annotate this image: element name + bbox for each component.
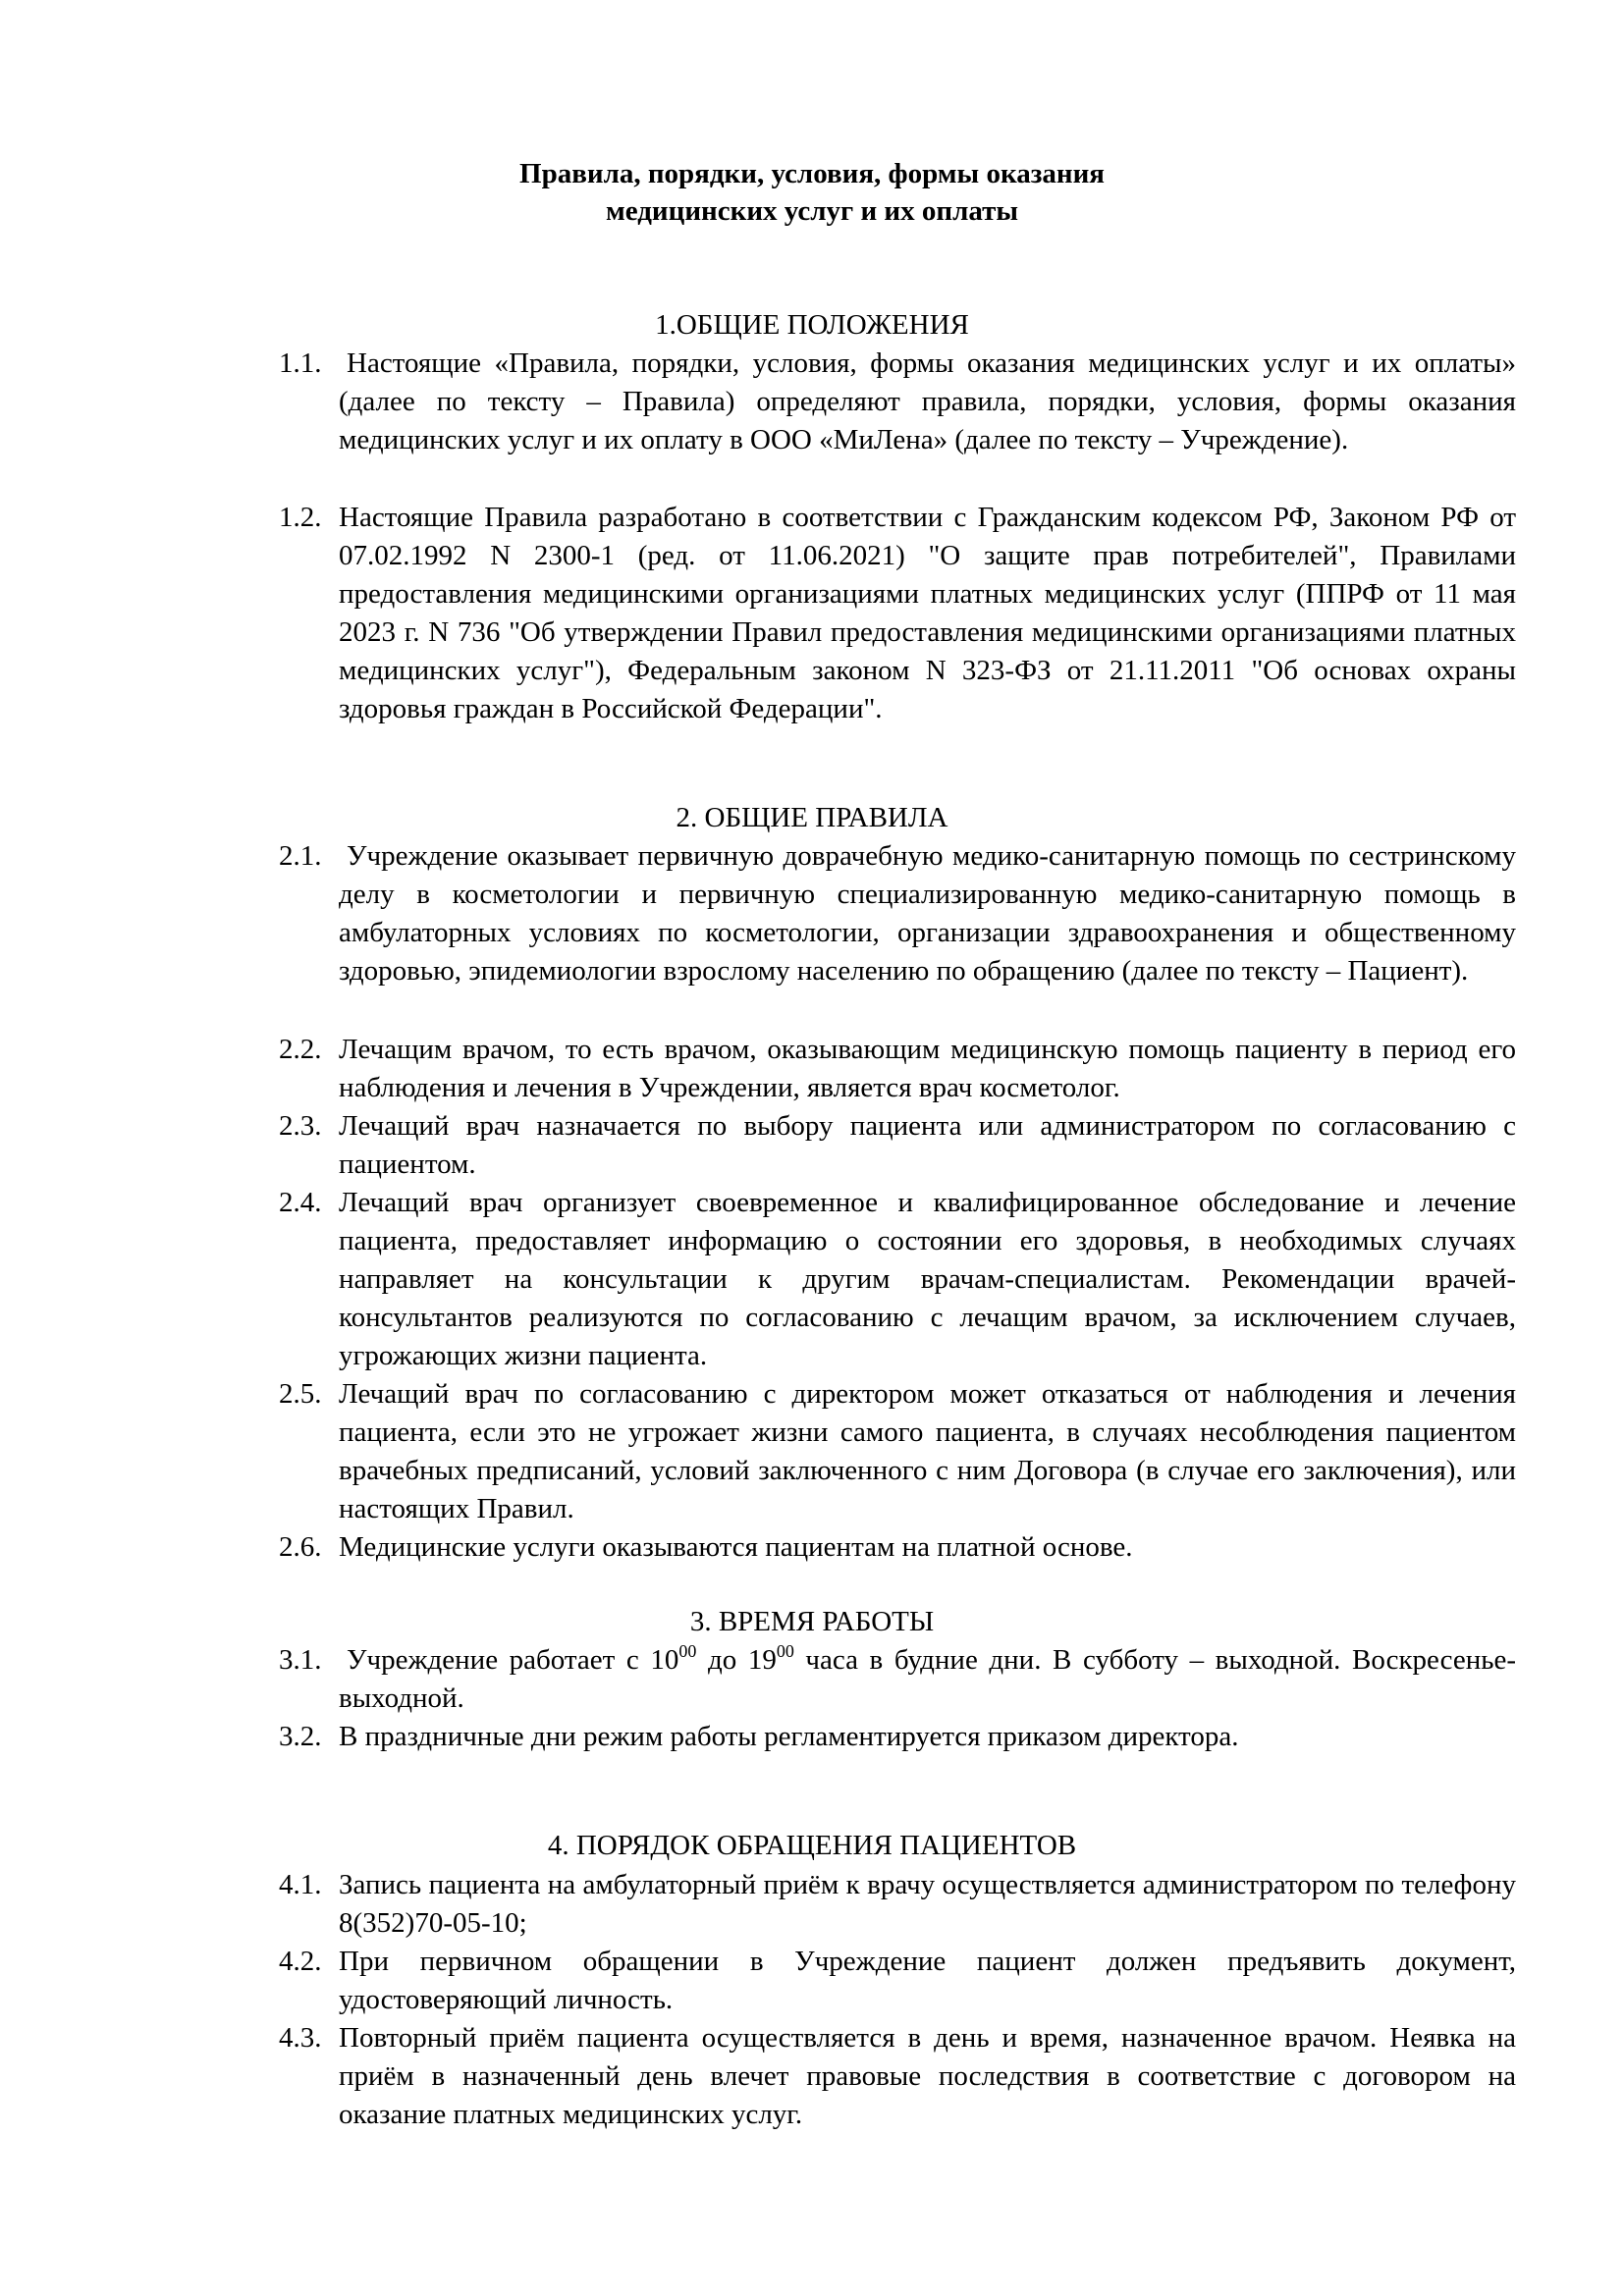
item-text: Настоящие «Правила, порядки, условия, формы оказания медицинских услуг и их оплаты» (далее по тексту – Правила) определяют правила, порядки, условия, формы оказания медицинских услуг и их оплату в ООО «МиЛена» (далее по тексту – Учреждение). [339,347,1516,455]
item-text: Запись пациента на амбулаторный приём к врачу осуществляется администратором по телефону 8(352)70-05-10; [339,1869,1516,1939]
list-item-1-2 [279,499,1516,728]
item-number: 1.1. [279,347,322,379]
item-number: 3.1. [279,1644,322,1676]
item-number: 2.5. [279,1378,322,1410]
list-item-3-1 [279,1641,1516,1718]
item-number: 1.2. [279,502,322,533]
item-number: 4.1. [279,1869,322,1900]
list-item-4-1 [279,1866,1516,1943]
list-item-4-3 [279,2019,1516,2134]
list-item-2-4 [279,1184,1516,1375]
list-item-2-6 [279,1528,1516,1567]
item-text: Медицинские услуги оказываются пациентам на платной основе. [339,1531,1133,1563]
item-number: 4.2. [279,1946,322,1977]
list-item-2-3 [279,1107,1516,1184]
document-title [0,155,1624,230]
title-line-2: медицинских услуг и их оплаты [606,195,1018,227]
item-text: Лечащим врачом, то есть врачом, оказывающим медицинскую помощь пациенту в период его наблюдения и лечения в Учреждении, является врач косметолог. [339,1034,1516,1103]
item-text: Настоящие Правила разработано в соответствии с Гражданским кодексом РФ, Законом РФ от 07.02.1992 N 2300-1 (ред. от 11.06.2021) "О защите прав потребителей", Правилами предоставления медицинскими организациями платных медицинских услуг (ППРФ от 11 мая 2023 г. N 736 "Об утверждении Правил предоставления медицинскими организациями платных медицинских услуг"), Федеральным законом N 323-ФЗ от 21.11.2011 "Об основах охраны здоровья граждан в Российской Федерации". [339,502,1516,724]
item-text: В праздничные дни режим работы регламентируется приказом директора. [339,1721,1239,1752]
list-item-1-1 [279,345,1516,459]
item-number: 4.3. [279,2022,322,2054]
item-text [339,1641,1516,1718]
item-text: Лечащий врач назначается по выбору пациента или администратором по согласованию с пациентом. [339,1110,1516,1180]
work-hours-sup-a: 00 [678,1641,697,1661]
item-number: 3.2. [279,1721,322,1752]
section-heading-2: 2. ОБЩИЕ ПРАВИЛА [676,802,948,833]
list-item-4-2 [279,1943,1516,2019]
list-item-2-1 [279,837,1516,990]
item-number: 2.3. [279,1110,322,1142]
item-number: 2.4. [279,1187,322,1218]
list-item-3-2 [279,1718,1516,1756]
item-text: При первичном обращении в Учреждение пациент должен предъявить документ, удостоверяющий личность. [339,1946,1516,2015]
section-heading-3: 3. ВРЕМЯ РАБОТЫ [689,1606,935,1637]
section-heading-1: 1.ОБЩИЕ ПОЛОЖЕНИЯ [655,309,969,341]
item-number: 2.1. [279,840,322,872]
item-number: 2.2. [279,1034,322,1065]
list-item-2-2 [279,1031,1516,1107]
section-heading-4: 4. ПОРЯДОК ОБРАЩЕНИЯ ПАЦИЕНТОВ [547,1830,1077,1861]
list-item-2-5 [279,1375,1516,1528]
item-text: Лечащий врач организует своевременное и квалифицированное обследование и лечение пациента, предоставляет информацию о состоянии его здоровья, в необходимых случаях направляет на консультации к другим врачам-специалистам. Рекомендации врачей-консультантов реализуются по согласованию с лечащим врачом, за исключением случаев, угрожающих жизни пациента. [339,1187,1516,1371]
item-text: Повторный приём пациента осуществляется в день и время, назначенное врачом. Неявка на приём в назначенный день влечет правовые последствия в соответствие с договором на оказание платных медицинских услуг. [339,2022,1516,2130]
work-hours-text-a: Учреждение работает с 10 [347,1644,679,1676]
item-text: Лечащий врач по согласованию с директором может отказаться от наблюдения и лечения пациента, если это не угрожает жизни самого пациента, в случаях несоблюдения пациентом врачебных предписаний, условий заключенного с ним Договора (в случае его заключения), или настоящих Правил. [339,1378,1516,1524]
item-text: Учреждение оказывает первичную доврачебную медико-санитарную помощь по сестринскому делу в косметологии и первичную специализированную медико-санитарную помощь в амбулаторных условиях по косметологии, организации здравоохранения и общественному здоровью, эпидемиологии взрослому населению по обращению (далее по тексту – Пациент). [339,840,1516,987]
work-hours-text-c: часа в будние дни. В субботу – выходной. Воскресенье- выходной. [339,1644,1517,1714]
item-number: 2.6. [279,1531,322,1563]
work-hours-text-b: до 19 [696,1644,777,1676]
title-line-1: Правила, порядки, условия, формы оказания [519,158,1105,189]
work-hours-sup-b: 00 [776,1641,794,1661]
